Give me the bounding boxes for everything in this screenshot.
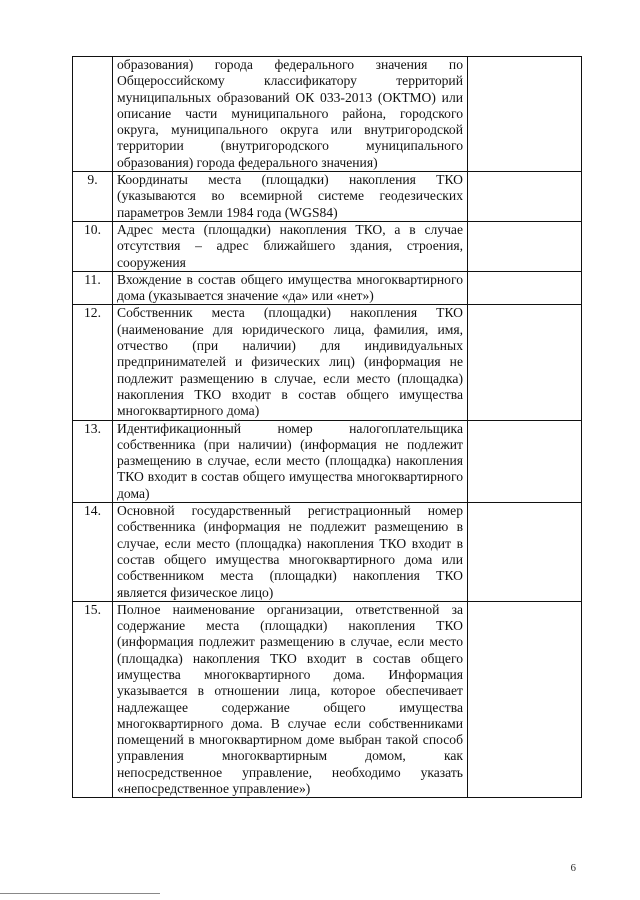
field-description: Полное наименование организации, ответственной за содержание места (площадки) накопления ТКО (информация подлежит размещению в случае, если место (площадка) накопления ТКО входит в состав общего имущества многоквартирного дома. Информация указывается в отношении лица, которое обеспечивает надлежащее содержание общего имущества многоквартирного дома. В случае если собственниками помещений в многоквартирном доме выбран такой способ управления многоквартирным домом, как непосредственное управление, необходимо указать «непосредственное управление»)	[113, 601, 468, 798]
field-description: Координаты места (площадки) накопления ТКО (указываются во всемирной системе геодезических параметров Земли 1984 года (WGS84)	[113, 172, 468, 222]
table-row	[73, 271, 582, 305]
field-value-cell	[468, 420, 582, 502]
row-number: 14.	[73, 503, 113, 602]
field-value-cell	[468, 601, 582, 798]
field-value-cell	[468, 271, 582, 305]
field-value-cell	[468, 221, 582, 271]
row-number: 11.	[73, 271, 113, 305]
row-number: 12.	[73, 305, 113, 420]
field-value-cell	[468, 503, 582, 602]
bottom-rule	[0, 893, 160, 894]
field-value-cell	[468, 172, 582, 222]
field-description: Идентификационный номер налогоплательщика собственника (при наличии) (информация не подлежит размещению в случае, если место (площадка) накопления ТКО входит в состав общего имущества многоквартирного дома)	[113, 420, 468, 502]
row-number: 13.	[73, 420, 113, 502]
registry-fields-table	[72, 56, 582, 798]
table-row	[73, 57, 582, 172]
field-description: Основной государственный регистрационный номер собственника (информация не подлежит размещению в случае, если место (площадка) накопления ТКО входит в состав общего имущества многоквартирного дома или собственником места (площадки) накопления ТКО является физическое лицо)	[113, 503, 468, 602]
row-number: 10.	[73, 221, 113, 271]
field-description: образования) города федерального значения по Общероссийскому классификатору территорий муниципальных образований ОК 033-2013 (ОКТМО) или описание части муниципального района, городского округа, муниципального округа или внутригородской территории (внутригородского муниципального образования) города федерального значения)	[113, 57, 468, 172]
field-description: Адрес места (площадки) накопления ТКО, а в случае отсутствия – адрес ближайшего здания, строения, сооружения	[113, 221, 468, 271]
table-row	[73, 503, 582, 602]
row-number: 9.	[73, 172, 113, 222]
table-row	[73, 172, 582, 222]
table-row	[73, 601, 582, 798]
table-row	[73, 420, 582, 502]
row-number	[73, 57, 113, 172]
table-row	[73, 305, 582, 420]
field-value-cell	[468, 57, 582, 172]
table-row	[73, 221, 582, 271]
page-number: 6	[570, 862, 576, 874]
field-value-cell	[468, 305, 582, 420]
field-description: Вхождение в состав общего имущества многоквартирного дома (указывается значение «да» или «нет»)	[113, 271, 468, 305]
field-description: Собственник места (площадки) накопления ТКО (наименование для юридического лица, фамилия, имя, отчество (при наличии) для индивидуальных предпринимателей и физических лиц) (информация не подлежит размещению в случае, если место (площадка) накопления ТКО входит в состав общего имущества многоквартирного дома)	[113, 305, 468, 420]
row-number: 15.	[73, 601, 113, 798]
